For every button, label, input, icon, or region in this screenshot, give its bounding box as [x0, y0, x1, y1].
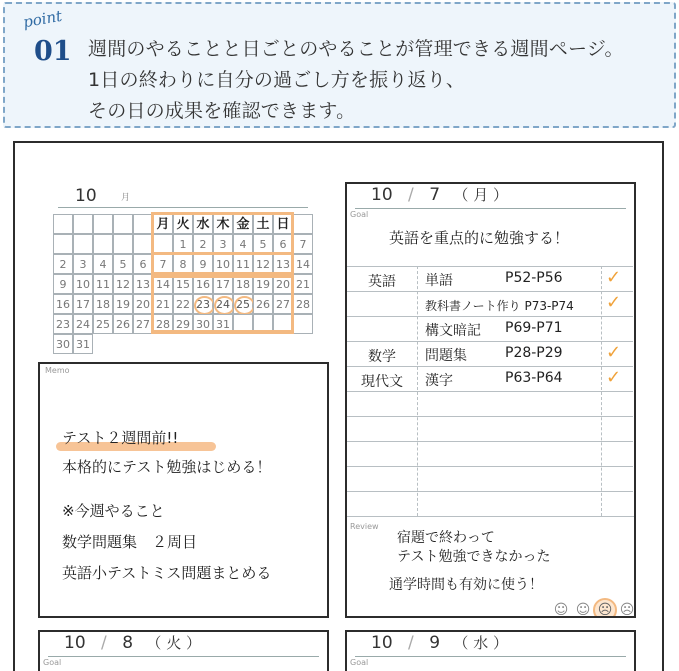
day-number: 8 — [122, 633, 134, 653]
task-row[interactable] — [347, 391, 633, 415]
day-slash: / — [408, 185, 414, 205]
day-card-oct-7 — [345, 182, 636, 618]
day-rule — [48, 656, 319, 657]
day-weekday: （ 水 ） — [453, 634, 508, 652]
calendar-cell: 21 — [293, 274, 313, 294]
task-text: 構文暗記 — [425, 323, 481, 339]
task-text: 漢字 — [425, 373, 453, 389]
task-row[interactable] — [347, 291, 633, 315]
day-weekday: （ 月 ） — [453, 186, 508, 204]
task-page: P69-P71 — [505, 320, 563, 336]
calendar-cell: 6 — [133, 254, 153, 274]
calendar-cell — [293, 214, 313, 234]
calendar-cell: 7 — [153, 254, 173, 274]
calendar-cell: 26 — [113, 314, 133, 334]
point-line-3: その日の成果を確認できます。 — [88, 100, 356, 122]
calendar-cell: 22 — [173, 294, 193, 314]
calendar-cell: 10 — [73, 274, 93, 294]
calendar-cell: 30 — [193, 314, 213, 334]
calendar-cell: 8 — [173, 254, 193, 274]
memo-line-1: テスト２週間前!! — [62, 429, 179, 447]
task-page: P52-P56 — [505, 270, 563, 286]
calendar-cell: 23 — [53, 314, 73, 334]
day-number: 7 — [429, 185, 441, 205]
calendar-cell: 19 — [253, 274, 273, 294]
calendar-cell: 4 — [93, 254, 113, 274]
calendar-cell — [153, 234, 173, 254]
calendar-cell: 5 — [253, 234, 273, 254]
review-line-3: 通学時間も有効に使う！ — [389, 577, 543, 593]
memo-line-5: 英語小テストミス問題まとめる — [62, 564, 272, 582]
calendar-cell: 14 — [153, 274, 173, 294]
calendar-cell: 24 — [213, 294, 233, 314]
day-card-oct-8 — [38, 630, 329, 671]
calendar-cell: 7 — [293, 234, 313, 254]
check-icon[interactable] — [606, 493, 624, 513]
calendar-cell: 14 — [293, 254, 313, 274]
task-row[interactable] — [347, 416, 633, 440]
task-text: 教科書ノート作り P73-P74 — [425, 299, 574, 313]
calendar-weekday: 木 — [213, 214, 233, 234]
task-row[interactable] — [347, 491, 633, 515]
point-line-2: 1日の終わりに自分の過ごし方を振り返り、 — [88, 69, 466, 91]
goal-text: 英語を重点的に勉強する！ — [389, 229, 570, 247]
memo-line-3: ※今週やること — [62, 502, 165, 520]
calendar-cell — [133, 234, 153, 254]
neutral-face-icon[interactable]: ☹ — [597, 602, 613, 618]
calendar-cell: 23 — [193, 294, 213, 314]
calendar-weekday: 金 — [233, 214, 253, 234]
calendar-cell: 27 — [133, 314, 153, 334]
task-page: P63-P64 — [505, 370, 563, 386]
calendar-cell: 16 — [53, 294, 73, 314]
task-text: 問題集 — [425, 348, 467, 364]
calendar-weekday: 日 — [273, 214, 293, 234]
memo-label: Memo — [45, 366, 70, 375]
calendar-cell: 25 — [93, 314, 113, 334]
task-row[interactable] — [347, 316, 633, 340]
goal-label: Goal — [350, 658, 369, 667]
day-weekday: （ 火 ） — [146, 634, 201, 652]
review-line-2: テスト勉強できなかった — [397, 549, 551, 565]
task-subject: 数学 — [368, 349, 396, 365]
task-text: 単語 — [425, 273, 453, 289]
calendar-cell: 30 — [53, 334, 73, 354]
calendar-cell: 12 — [113, 274, 133, 294]
calendar-cell: 2 — [193, 234, 213, 254]
calendar-cell — [53, 214, 73, 234]
task-subject: 英語 — [368, 274, 396, 290]
calendar-cell: 9 — [53, 274, 73, 294]
calendar-cell: 11 — [93, 274, 113, 294]
task-row[interactable] — [347, 366, 633, 390]
calendar-cell — [293, 314, 313, 334]
calendar-cell: 15 — [173, 274, 193, 294]
calendar-cell: 18 — [233, 274, 253, 294]
calendar-cell: 31 — [213, 314, 233, 334]
calendar-cell — [53, 234, 73, 254]
check-icon[interactable]: ✓ — [606, 342, 622, 363]
day-date — [371, 184, 508, 205]
calendar-cell: 28 — [153, 314, 173, 334]
calendar-cell: 17 — [73, 294, 93, 314]
calendar-weekday: 水 — [193, 214, 213, 234]
calendar-cell: 3 — [213, 234, 233, 254]
calendar-cell: 6 — [273, 234, 293, 254]
calendar-cell — [133, 214, 153, 234]
task-row[interactable] — [347, 441, 633, 465]
check-icon[interactable] — [606, 468, 624, 488]
check-icon[interactable] — [606, 443, 624, 463]
point-word: point — [21, 6, 64, 32]
calendar-cell: 18 — [93, 294, 113, 314]
review-rule — [347, 516, 636, 517]
calendar-cell: 20 — [133, 294, 153, 314]
calendar-cell: 13 — [133, 274, 153, 294]
calendar-cell — [233, 314, 253, 334]
calendar-cell: 13 — [273, 254, 293, 274]
subject-divider — [417, 266, 418, 516]
calendar-cell: 4 — [233, 234, 253, 254]
calendar-cell: 2 — [53, 254, 73, 274]
day-date — [64, 632, 201, 653]
calendar-cell: 21 — [153, 294, 173, 314]
review-line-1: 宿題で終わって — [397, 530, 495, 546]
point-box — [3, 2, 676, 128]
calendar-cell: 16 — [193, 274, 213, 294]
happy-face-icon[interactable]: ☺ — [575, 602, 591, 618]
check-icon[interactable] — [606, 418, 624, 438]
check-icon[interactable]: ✓ — [606, 367, 622, 388]
check-icon[interactable]: ✓ — [606, 267, 622, 288]
memo-line-2: 本格的にテスト勉強はじめる！ — [62, 458, 272, 476]
calendar-cell — [73, 214, 93, 234]
memo-line-4: 数学問題集 ２周目 — [62, 533, 198, 551]
calendar-cell: 11 — [233, 254, 253, 274]
calendar-cell — [73, 234, 93, 254]
calendar-cell: 20 — [273, 274, 293, 294]
memo-box — [38, 362, 329, 618]
very-happy-face-icon[interactable]: ☺ — [553, 602, 569, 618]
day-slash: / — [408, 633, 414, 653]
review-label: Review — [350, 522, 379, 531]
calendar-cell — [253, 314, 273, 334]
goal-label: Goal — [43, 658, 62, 667]
calendar-weekday: 火 — [173, 214, 193, 234]
task-page: P28-P29 — [505, 345, 563, 361]
calendar-cell: 28 — [293, 294, 313, 314]
calendar-cell: 29 — [173, 314, 193, 334]
day-month: 10 — [371, 633, 393, 653]
calendar-cell: 5 — [113, 254, 133, 274]
calendar-weekday: 土 — [253, 214, 273, 234]
calendar-cell — [93, 234, 113, 254]
calendar-cell — [273, 314, 293, 334]
day-number: 9 — [429, 633, 441, 653]
check-icon[interactable] — [606, 393, 624, 413]
check-icon[interactable]: ✓ — [606, 292, 622, 313]
day-card-oct-9 — [345, 630, 636, 671]
sad-face-icon[interactable]: ☹ — [619, 602, 635, 618]
calendar-cell — [113, 234, 133, 254]
calendar-cell — [93, 214, 113, 234]
calendar-cell — [113, 214, 133, 234]
calendar-month: 10 — [75, 186, 97, 206]
calendar-cell: 10 — [213, 254, 233, 274]
task-row[interactable] — [347, 466, 633, 490]
day-rule — [355, 208, 626, 209]
point-number: 01 — [34, 36, 72, 67]
calendar-cell: 26 — [253, 294, 273, 314]
check-icon[interactable] — [606, 318, 624, 338]
calendar-cell: 3 — [73, 254, 93, 274]
calendar-cell: 24 — [73, 314, 93, 334]
calendar-cell: 17 — [213, 274, 233, 294]
calendar-weekday: 月 — [153, 214, 173, 234]
calendar-cell: 27 — [273, 294, 293, 314]
day-rule — [355, 656, 626, 657]
task-row[interactable] — [347, 341, 633, 365]
day-month: 10 — [371, 185, 393, 205]
calendar-cell: 12 — [253, 254, 273, 274]
point-line-1: 週間のやることと日ごとのやることが管理できる週間ページ。 — [88, 38, 624, 60]
calendar-cell: 9 — [193, 254, 213, 274]
calendar-cell: 25 — [233, 294, 253, 314]
calendar-cell: 31 — [73, 334, 93, 354]
calendar-month-unit: 月 — [121, 193, 131, 203]
month-rule — [58, 207, 308, 208]
calendar-cell: 1 — [173, 234, 193, 254]
day-month: 10 — [64, 633, 86, 653]
day-date — [371, 632, 508, 653]
day-slash: / — [101, 633, 107, 653]
goal-label: Goal — [350, 210, 369, 219]
calendar-cell: 19 — [113, 294, 133, 314]
check-divider — [601, 266, 602, 516]
task-subject: 現代文 — [361, 374, 403, 390]
task-row[interactable] — [347, 266, 633, 290]
